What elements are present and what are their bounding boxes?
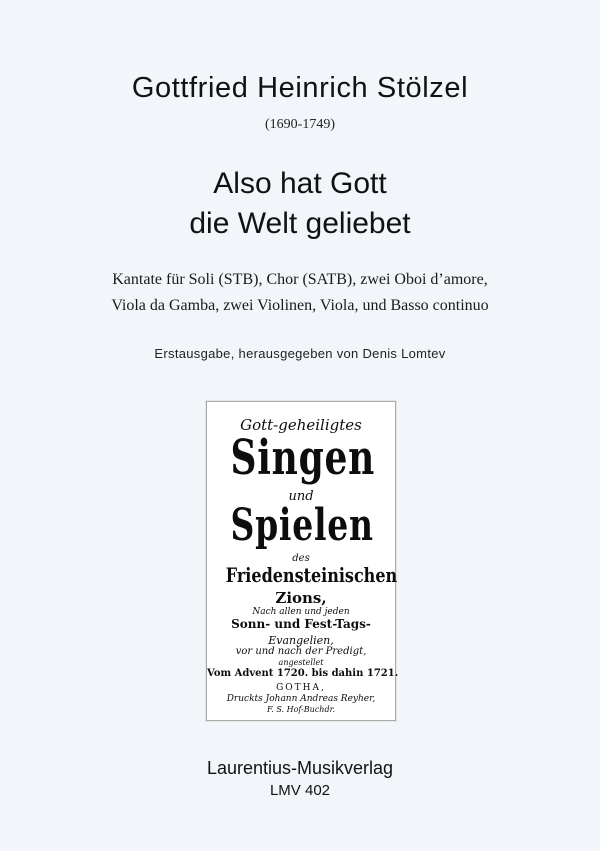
edition-note: Erstausgabe, herausgegeben von Denis Lomtev <box>154 346 446 361</box>
historical-title-plate <box>206 401 399 721</box>
plate-line: des <box>292 553 310 564</box>
plate-line: Nach allen und jeden <box>252 607 350 617</box>
publisher-name: Laurentius-Musikverlag <box>206 758 394 778</box>
plate-line: Gott-geheiligtes <box>240 416 362 434</box>
catalog-number: LMV 402 <box>269 782 331 799</box>
plate-line: und <box>288 489 314 504</box>
plate-line: GOTHA, <box>276 683 326 693</box>
plate-line: F. S. Hof-Buchdr. <box>266 705 336 714</box>
work-title-line-2: die Welt geliebet <box>189 207 411 240</box>
plate-line: angestellet <box>278 658 324 667</box>
plate-line: Evangelien, <box>268 634 334 647</box>
composer-name: Gottfried Heinrich Stölzel <box>131 72 469 104</box>
plate-line: Druckts Johann Andreas Reyher, <box>226 694 376 704</box>
plate-line: Sonn- und Fest-Tags- <box>231 617 371 631</box>
instrumentation-line-2: Viola da Gamba, zwei Violinen, Viola, und Basso continuo <box>111 297 489 314</box>
plate-line: Vom Advent 1720. bis dahin 1721. <box>207 668 399 679</box>
plate-line: Zions, <box>275 589 327 607</box>
work-title-line-1: Also hat Gott <box>213 167 387 200</box>
plate-line: Singen <box>230 430 376 486</box>
instrumentation-line-1: Kantate für Soli (STB), Chor (SATB), zwei Oboi d’amore, <box>112 271 488 288</box>
composer-dates: (1690-1749) <box>265 117 335 132</box>
plate-line: vor und nach der Predigt, <box>235 646 367 657</box>
plate-line: Friedensteinischen <box>225 563 398 587</box>
plate-line: Spielen <box>230 500 374 551</box>
